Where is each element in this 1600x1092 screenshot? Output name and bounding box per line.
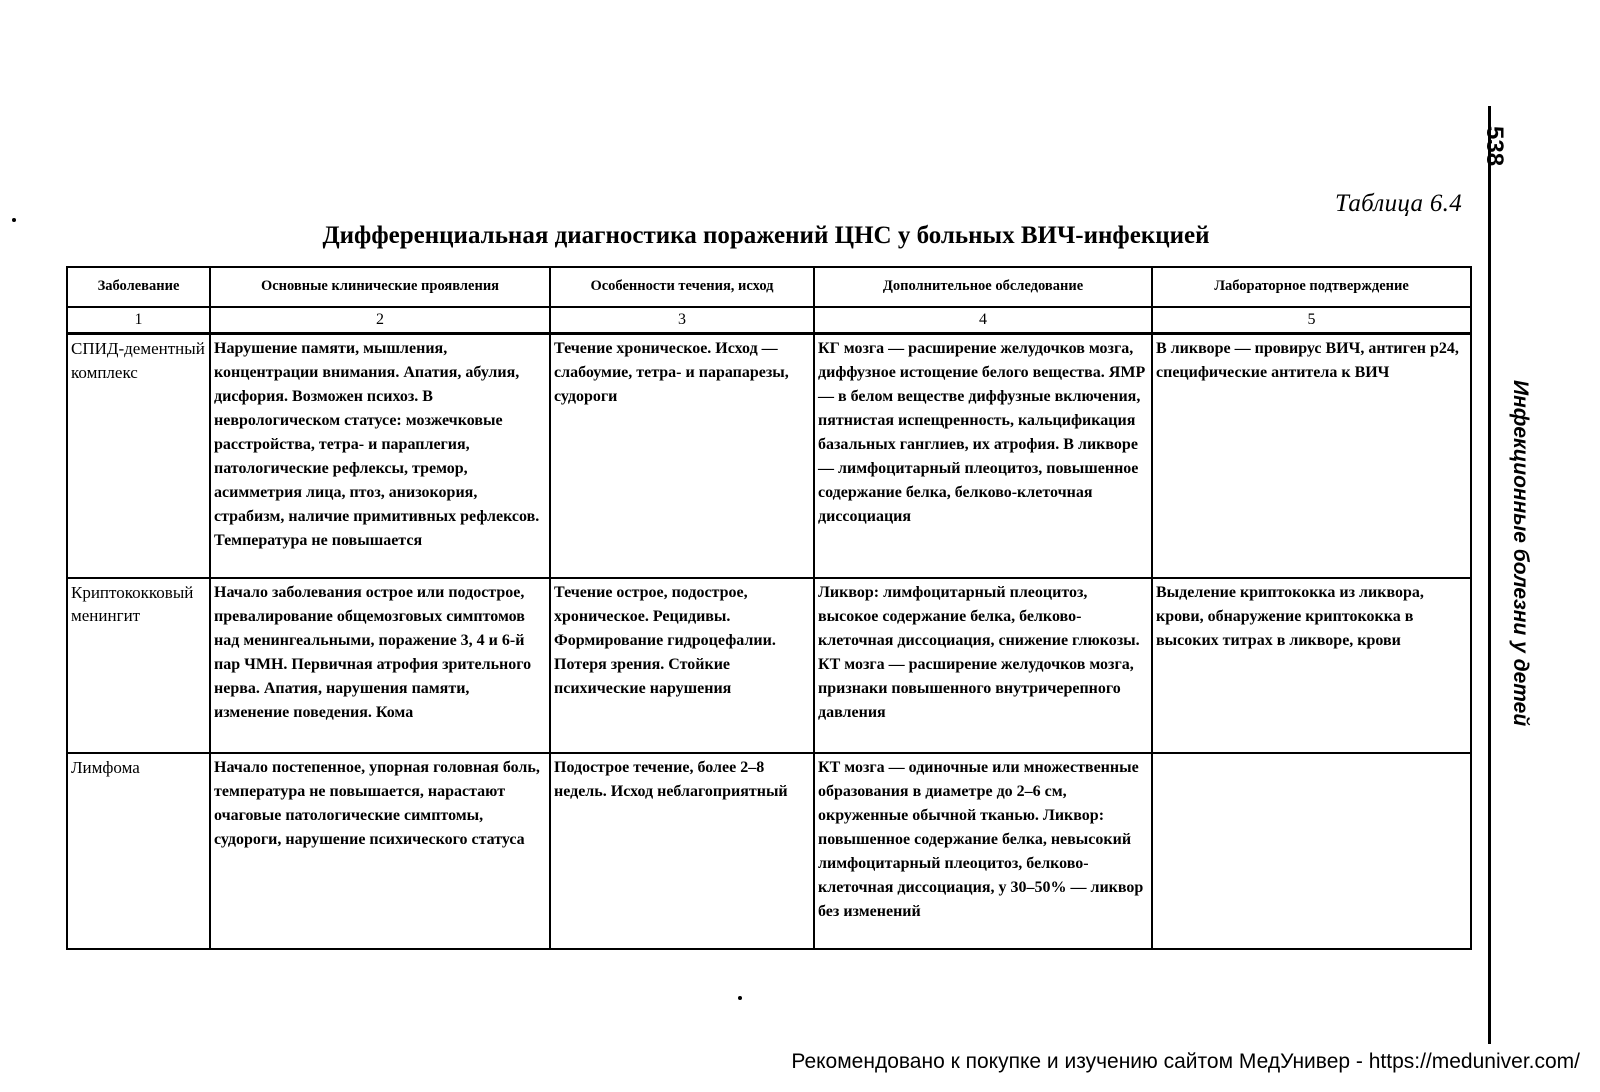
clinical-cell: Начало заболевания острое или подострое, превалирование общемозговых симптомов над менингеальными, поражение 3, 4 и 6-й пар ЧМН. Первичная атрофия зрительного нерва. Апатия, нарушения памяти, изменение поведения. Кома xyxy=(210,578,550,753)
disease-cell: СПИД-дементный комплекс xyxy=(67,334,210,578)
table-label: Таблица 6.4 xyxy=(1335,190,1462,217)
column-number: 5 xyxy=(1152,307,1471,334)
header-cell: Заболевание xyxy=(67,267,210,307)
margin-rule xyxy=(1488,106,1491,1044)
clinical-cell: Нарушение памяти, мышления, концентрации внимания. Апатия, абулия, дисфория. Возможен психоз. В неврологическом статусе: мозжечковые расстройства, тетра- и параплегия, патологические рефлексы, тремор, асимметрия лица, птоз, анизокория, страбизм, наличие примитивных рефлексов. Температура не повышается xyxy=(210,334,550,578)
column-number: 4 xyxy=(814,307,1152,334)
header-cell: Основные клинические проявления xyxy=(210,267,550,307)
header-cell: Особенности течения, исход xyxy=(550,267,814,307)
scan-speck xyxy=(12,218,16,222)
exam-cell: Ликвор: лимфоцитарный плеоцитоз, высокое содержание белка, белково-клеточная диссоциация, снижение глюкозы. КТ мозга — расширение желудочков мозга, признаки повышенного внутричерепного давления xyxy=(814,578,1152,753)
diagnosis-table xyxy=(66,266,1472,950)
table-title: Дифференциальная диагностика поражений ЦНС у больных ВИЧ-инфекцией xyxy=(322,222,1210,249)
exam-cell: КГ мозга — расширение желудочков мозга, диффузное истощение белого вещества. ЯМР — в белом веществе диффузные включения, пятнистая испещренность, кальцификация базальных ганглиев, их атрофия. В ликворе — лимфоцитарный плеоцитоз, повышенное содержание белка, белково-клеточная диссоциация xyxy=(814,334,1152,578)
table-row xyxy=(67,334,1471,578)
footer-note: Рекомендовано к покупке и изучению сайтом МедУнивер - https://meduniver.com/ xyxy=(791,1050,1580,1073)
column-number: 2 xyxy=(210,307,550,334)
column-number-row xyxy=(67,307,1471,334)
course-cell: Подострое течение, более 2–8 недель. Исход неблагоприятный xyxy=(550,753,814,949)
disease-cell: Криптококковый менингит xyxy=(67,578,210,753)
table-row xyxy=(67,578,1471,753)
exam-cell: КТ мозга — одиночные или множественные образования в диаметре до 2–6 см, окруженные обычной тканью. Ликвор: повышенное содержание белка, невысокий лимфоцитарный плеоцитоз, белково-клеточная диссоциация, у 30–50% — ликвор без изменений xyxy=(814,753,1152,949)
column-number: 1 xyxy=(67,307,210,334)
course-cell: Течение острое, подострое, хроническое. Рецидивы. Формирование гидроцефалии. Потеря зрения. Стойкие психические нарушения xyxy=(550,578,814,753)
header-cell: Дополнительное обследование xyxy=(814,267,1152,307)
disease-cell: Лимфома xyxy=(67,753,210,949)
clinical-cell: Начало постепенное, упорная головная боль, температура не повышается, нарастают очаговые патологические симптомы, судороги, нарушение психического статуса xyxy=(210,753,550,949)
header-row xyxy=(67,267,1471,307)
lab-cell xyxy=(1152,753,1471,949)
scan-speck xyxy=(738,996,742,1000)
lab-cell: Выделение криптококка из ликвора, крови, обнаружение криптококка в высоких титрах в ликворе, крови xyxy=(1152,578,1471,753)
lab-cell: В ликворе — провирус ВИЧ, антиген p24, специфические антитела к ВИЧ xyxy=(1152,334,1471,578)
running-head: Инфекционные болезни у детей xyxy=(1509,380,1532,727)
header-cell: Лабораторное подтверждение xyxy=(1152,267,1471,307)
column-number: 3 xyxy=(550,307,814,334)
course-cell: Течение хроническое. Исход — слабоумие, тетра- и парапарезы, судороги xyxy=(550,334,814,578)
table-row xyxy=(67,753,1471,949)
page-number: 538 xyxy=(1481,126,1508,167)
